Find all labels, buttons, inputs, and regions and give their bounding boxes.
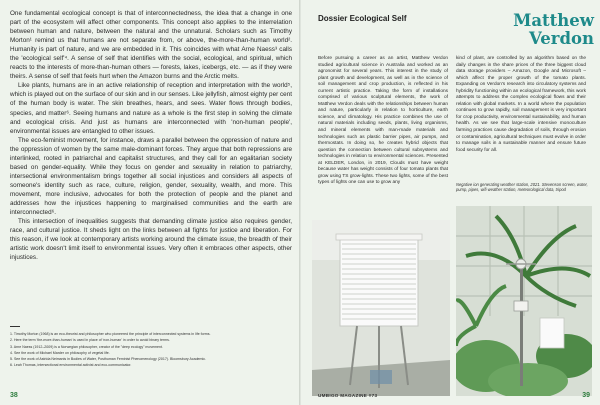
essay-paragraph: Like plants, humans are in an active relationship of reception and interpretation with the world⁵, which is played out on the surface of our skin and in our senses. Like jellyfish, almost eighty per cent of the human body is water. The skin breathes, hears, and sees. Water flows through bodies, species, and matter⁶. Seeing humans and nature as a whole is the first step in solving the climate and ecological crisis. And just as humans are interconnected with 'non-human people', environmental issues are entangled to other issues. — [10, 82, 292, 135]
article-text: Before pursuing a career as an artist, Matthew Verdon studied agricultural science in Australia and worked as an agronomist for several years. This interest in the study of plant growth and development, as well as in the science of soil management and crop production, is reflected in his current artistic practice. Taking the form of installations comprised of various sculptural elements, the work of Matthew Verdon deals with the relationships between human and nature, particularly in relation to horticulture, earth science, and climatology. His practice combines the use of natural materials including seeds, plants, living organisms, and mineral elements with man-made materials and technologies such as plastic barrier pipes, air pumps, and thermostats. In doing so, he creates hybrid objects that question the connection between cultural subsystems and technologies in relation to environmental sciences. Presented at KELDER, London, in 2019, Clouds must have weight because water has weight consists of four tomato plants that grow using TS grow-lights. These two lights, some of the best types of lights one can use to grow any — [318, 56, 448, 186]
magazine-name: UMBIGO MAGAZINE #73 — [318, 393, 378, 398]
greenhouse-image — [456, 206, 592, 396]
photo-caption: Negative ion generating weather station, 2021. Stevenson screen, water, pump, pipes, wifi weather station, meteorological data, tripod — [456, 182, 588, 193]
footnote: 5. See the work of Astrida Neimanis in Bodies of Water, Posthuman Feminist Phenomenology (2017). Bloomsbury Academic. — [10, 357, 207, 362]
weather-station-photo — [312, 220, 450, 396]
footnote: 6. Leah Thomas, intersectional environmental activist and eco-communicator. — [10, 363, 132, 368]
article-text: kind of plant, are controlled by an algorithm based on the daily changes in the share prices of the three biggest cloud data storage providers – Amazon, Google and Microsoft – which affect the proper growth of the tomato plants. Expanding on Verdon's research into circulatory systems and hybridity functioning within an ecological framework, this work attempts to address the complex ecological flows and their relation with global markets. In a world where the population continues to grow rapidly, soil management is very important for crop productivity, environmental sustainability, and human health. As we see that large-scale intensive monoculture farming practices cause degradation of soils, through erosion or contamination, agricultural techniques must evolve in order to manage soils in a sustainable manner and ensure future food security for all. — [456, 56, 586, 153]
essay-paragraph: The eco-feminist movement, for instance, draws a parallel between the oppression of nature and the oppression of women by the same male-dominant forces. They argue that both repressions are interlinked, rooted in patriarchal and capitalist structures, and they call for an egalitarian society based on gender-equality. While they focus on gender and sexuality in relation to patriarchy, intersectional environmentalism brings together all social injustices and considers all aspects of someone's identity such as race, culture, religion, gender, sexuality, wealth, and more. This movement, more inclusive, advocates for both the protection of people and the planet and addresses how the injustices happening to marginalised communities and the earth are interconnected⁶. — [10, 136, 292, 217]
article-column-2 — [456, 56, 586, 154]
footnote: 1. Timothy Morton (1968) is an eco-theorist and philosopher who pioneered the principle of interconnected systems in life forms. — [10, 332, 211, 336]
footnote-divider — [10, 326, 20, 327]
artist-last-name: Verdon — [528, 28, 594, 48]
greenhouse-photo — [456, 206, 592, 396]
section-title: Dossier Ecological Self — [318, 14, 407, 23]
article-column-1 — [318, 56, 448, 187]
essay-body — [10, 9, 292, 262]
page-number-left: 38 — [10, 392, 18, 399]
footnotes — [10, 331, 292, 369]
footnote: 4. See the work of Michael Marder on philosophy of vegetal life. — [10, 350, 110, 355]
artist-name-heading — [496, 12, 594, 47]
page-number-right: 39 — [582, 392, 590, 399]
essay-paragraph: This intersection of inequalities suggests that demanding climate justice also requires gender, race, and cultural justice. It sheds light on the links between all fights for justice and liberation. For this reason, if we look at contemporary artists working around the climate issue, the breadth of their artistic work doesn't limit itself to environmental issues. Very often it embraces other aspects, other injustices. — [10, 218, 292, 262]
artist-first-name: Matthew — [513, 11, 594, 30]
essay-paragraph: One fundamental ecological concept is that of interconnectedness, the idea that a change in one part of the ecosystem will affect other components. This concept also applies to the interrelation between human and nature, between the natural and the unnatural. Scholars such as Timothy Morton¹ remind us that humans are not separate from, or above, the-more-than-human world². Humanity is part of nature, and we are embedded in it. This coincides with what Arne Naess³ calls the 'ecological self'⁴. A sense of self that identifies with the social, ecological, and spiritual, which reacts to the interests of more-than-human others — forests, lakes, icebergs, etc. — as if they were theirs. A sense of self that feels hurt when the Amazon burns and the Arctic melts. — [10, 10, 292, 81]
page-gutter — [299, 0, 301, 405]
weather-station-image — [312, 220, 450, 396]
footnote: 2. Here the term 'the-more-than-human' is used in place of 'non-human' in order to avoid binary terms. — [10, 338, 170, 343]
footnote: 3. Arne Naess (1912–2009) is a Norwegian philosopher, creator of the "deep ecology" movement. — [10, 344, 163, 349]
